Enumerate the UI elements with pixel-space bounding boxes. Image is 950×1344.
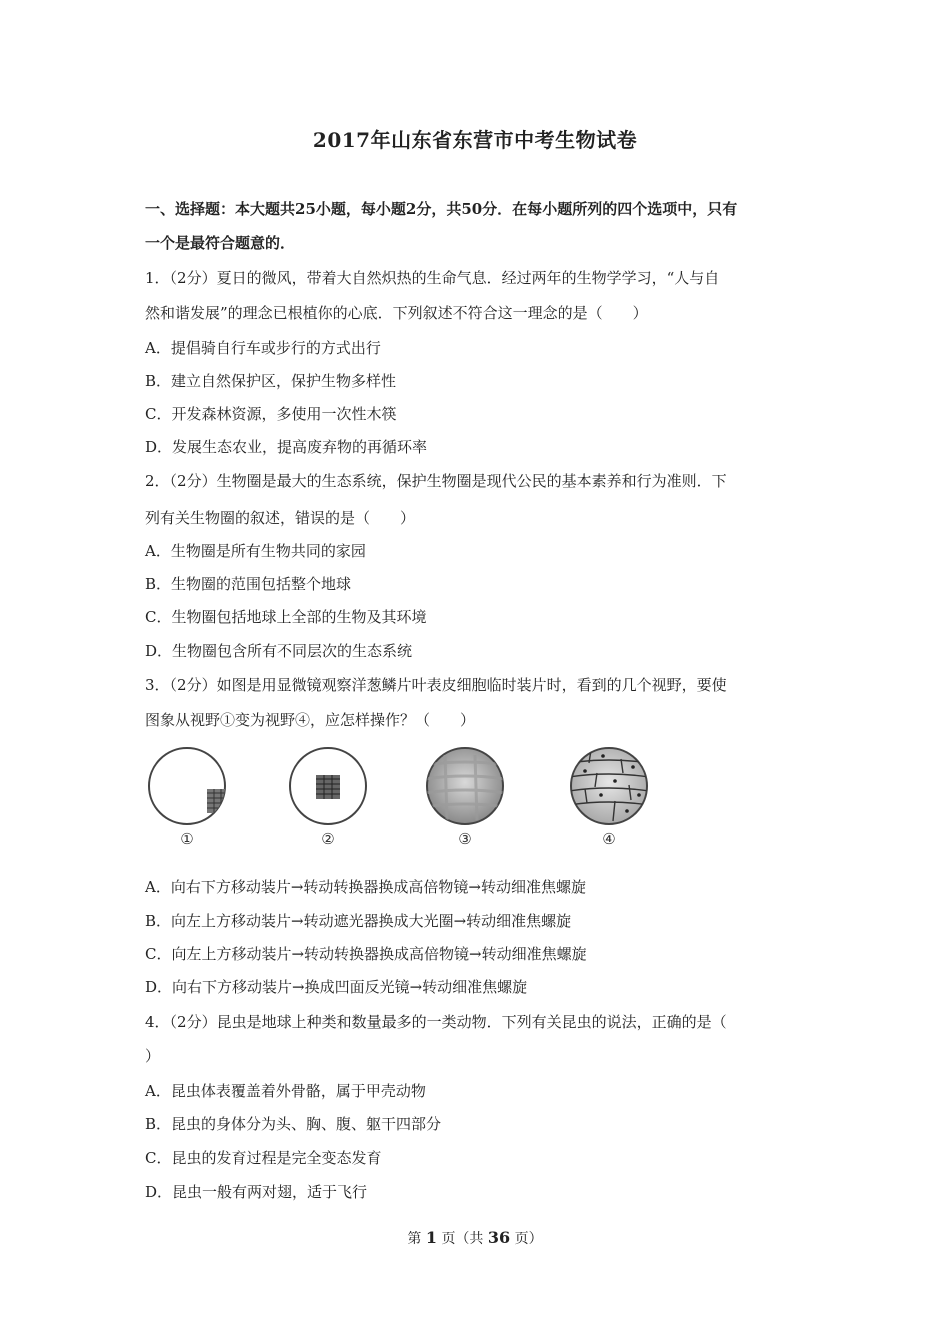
q3-stem-line2: 图象从视野①变为视野④，应怎样操作？（ ） — [145, 711, 476, 729]
q1-option-b[interactable]: B．建立自然保护区，保护生物多样性 — [145, 372, 397, 390]
q3-option-b[interactable]: B．向左上方移动装片→转动遮光器换成大光圈→转动细准焦螺旋 — [145, 912, 572, 930]
q1-stem-line1: 1．（2分）夏日的微风，带着大自然炽热的生命气息．经过两年的生物学学习，“人与自 — [145, 269, 720, 287]
q2-option-a[interactable]: A．生物圈是所有生物共同的家园 — [145, 542, 366, 560]
q3-option-c[interactable]: C．向左上方移动装片→转动转换器换成高倍物镜→转动细准焦螺旋 — [145, 945, 587, 963]
q1-stem-line2: 然和谐发展”的理念已根植你的心底．下列叙述不符合这一理念的是（ ） — [145, 304, 648, 322]
q2-option-b[interactable]: B．生物圈的范围包括整个地球 — [145, 575, 352, 593]
q4-option-a[interactable]: A．昆虫体表覆盖着外骨骼，属于甲壳动物 — [145, 1082, 426, 1100]
footer-middle: 页（共 — [441, 1231, 484, 1247]
section-heading-line2: 一个是最符合题意的． — [145, 234, 296, 252]
q4-option-b[interactable]: B．昆虫的身体分为头、胸、腹、躯干四部分 — [145, 1115, 442, 1133]
q2-stem-line1: 2．（2分）生物圈是最大的生态系统，保护生物圈是现代公民的基本素养和行为准则．下 — [145, 472, 727, 490]
view-2-circle — [290, 748, 366, 824]
view-4-circle — [569, 748, 649, 824]
footer-total-pages: 36 — [487, 1228, 511, 1247]
view-3-label: ③ — [458, 830, 472, 848]
microscope-views-figure — [145, 745, 665, 855]
q2-option-d[interactable]: D．生物圈包含所有不同层次的生态系统 — [145, 642, 413, 660]
view-1-label: ① — [180, 830, 194, 848]
page-footer — [0, 1228, 950, 1248]
view-3-circle — [425, 748, 505, 824]
footer-suffix: 页） — [514, 1231, 543, 1247]
q4-stem-line2: ） — [145, 1047, 161, 1065]
exam-title: 2017年山东省东营市中考生物试卷 — [312, 128, 638, 152]
view-2-label: ② — [321, 830, 335, 848]
q1-option-c[interactable]: C．开发森林资源，多使用一次性木筷 — [145, 405, 397, 423]
q3-option-a[interactable]: A．向右下方移动装片→转动转换器换成高倍物镜→转动细准焦螺旋 — [145, 878, 586, 896]
footer-prefix: 第 — [407, 1231, 422, 1247]
section-heading-line1: 一、选择题：本大题共25小题，每小题2分，共50分．在每小题所列的四个选项中，只有 — [145, 200, 738, 218]
q3-option-d[interactable]: D．向右下方移动装片→换成凹面反光镜→转动细准焦螺旋 — [145, 978, 528, 996]
q4-option-c[interactable]: C．昆虫的发育过程是完全变态发育 — [145, 1149, 382, 1167]
q2-stem-line2: 列有关生物圈的叙述，错误的是（ ） — [145, 509, 416, 527]
view-4-label: ④ — [602, 830, 616, 848]
q4-stem-line1: 4．（2分）昆虫是地球上种类和数量最多的一类动物．下列有关昆虫的说法，正确的是（ — [145, 1013, 727, 1031]
q4-option-d[interactable]: D．昆虫一般有两对翅，适于飞行 — [145, 1183, 368, 1201]
q2-option-c[interactable]: C．生物圈包括地球上全部的生物及其环境 — [145, 608, 427, 626]
view-1-circle — [149, 748, 227, 824]
q1-option-a[interactable]: A．提倡骑自行车或步行的方式出行 — [145, 339, 381, 357]
q3-stem-line1: 3．（2分）如图是用显微镜观察洋葱鳞片叶表皮细胞临时装片时，看到的几个视野，要使 — [145, 676, 727, 694]
q1-option-d[interactable]: D．发展生态农业，提高废弃物的再循环率 — [145, 438, 428, 456]
footer-page-number: 1 — [425, 1228, 437, 1247]
